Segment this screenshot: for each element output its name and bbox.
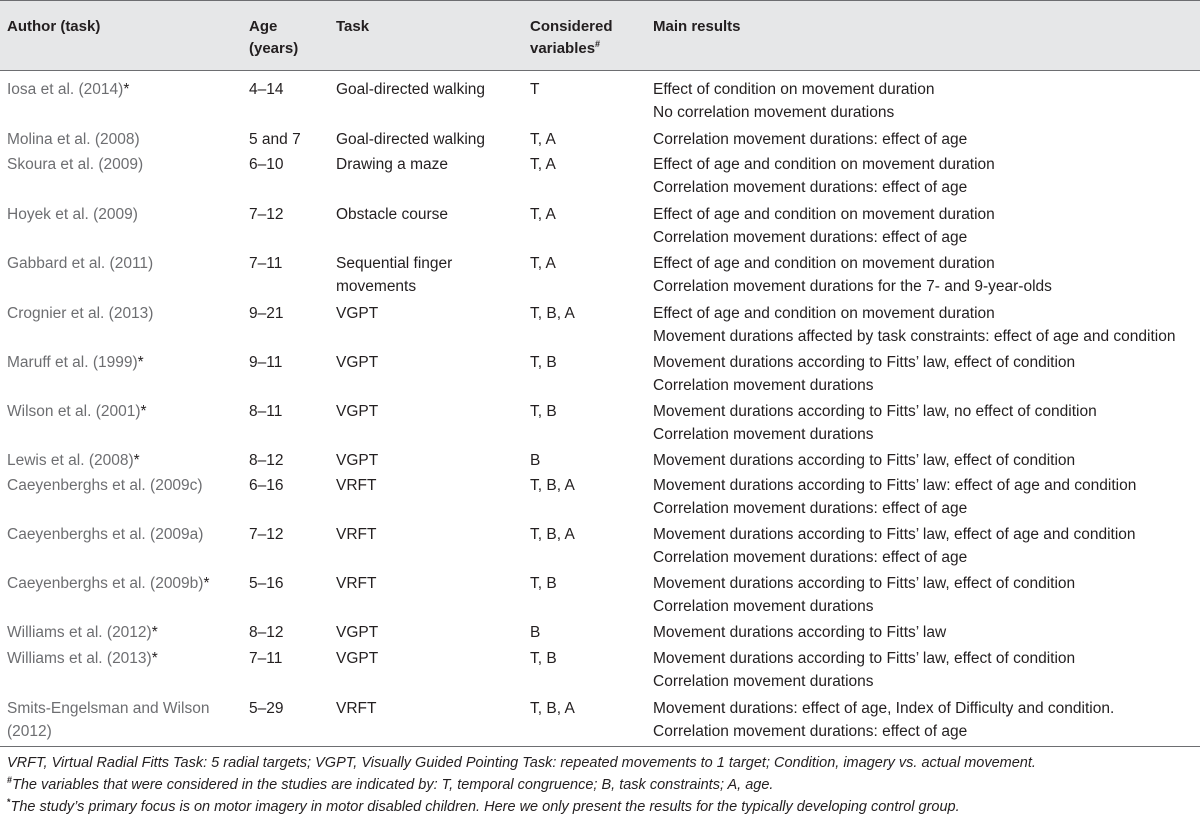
result-line: Correlation movement durations xyxy=(653,598,874,615)
cell-results xyxy=(653,474,1198,520)
header-results: Main results xyxy=(653,18,741,35)
author-name: Iosa et al. (2014) xyxy=(7,81,124,98)
cell-author xyxy=(7,78,242,101)
header-vars xyxy=(530,16,613,60)
author-name: Williams et al. (2013) xyxy=(7,650,152,667)
result-line: Movement durations according to Fitts’ law: effect of age and condition xyxy=(653,477,1137,494)
result-line: Correlation movement durations xyxy=(653,426,874,443)
cell-author xyxy=(7,153,242,176)
cell-variables: T, B xyxy=(530,650,557,667)
cell-age: 8–11 xyxy=(249,403,283,420)
cell-results xyxy=(653,523,1198,569)
cell-age: 9–21 xyxy=(249,305,284,322)
cell-task xyxy=(336,621,516,644)
task-line: VRFT xyxy=(336,700,377,717)
author-name: Lewis et al. (2008) xyxy=(7,452,134,469)
cell-results xyxy=(653,400,1198,446)
result-line: Correlation movement durations: effect of age xyxy=(653,179,968,196)
top-rule xyxy=(0,0,1200,1)
result-line: Correlation movement durations: effect of age xyxy=(653,723,968,740)
result-line: Movement durations according to Fitts’ law, effect of condition xyxy=(653,650,1076,667)
cell-variables: T xyxy=(530,81,540,98)
cell-age: 7–12 xyxy=(249,206,284,223)
author-marker: * xyxy=(123,81,130,98)
cell-variables: T, B, A xyxy=(530,305,575,322)
cell-author xyxy=(7,474,242,497)
cell-variables: T, B, A xyxy=(530,700,575,717)
cell-author xyxy=(7,302,242,325)
cell-results xyxy=(653,449,1198,472)
task-line: VRFT xyxy=(336,477,377,494)
author-marker: * xyxy=(133,452,140,469)
cell-author xyxy=(7,572,242,595)
cell-author xyxy=(7,351,242,374)
cell-age: 5–29 xyxy=(249,700,284,717)
header-age-line1: Age xyxy=(249,18,278,35)
table-notes xyxy=(7,752,1197,818)
author-name: Williams et al. (2012) xyxy=(7,624,152,641)
note-star-text: The study’s primary focus is on motor imagery in motor disabled children. Here we only present the results for the typically developing control group. xyxy=(10,799,960,815)
cell-results xyxy=(653,697,1198,743)
task-line: VGPT xyxy=(336,305,379,322)
task-line: movements xyxy=(336,278,417,295)
cell-results xyxy=(653,252,1198,298)
cell-task xyxy=(336,302,516,325)
note-star xyxy=(7,796,1197,818)
cell-results xyxy=(653,128,1198,151)
note-variables xyxy=(7,774,1197,796)
result-line: Correlation movement durations: effect of age xyxy=(653,131,968,148)
author-marker: * xyxy=(151,650,158,667)
result-line: Correlation movement durations: effect of age xyxy=(653,500,968,517)
task-line: VGPT xyxy=(336,403,379,420)
cell-results xyxy=(653,572,1198,618)
cell-age: 8–12 xyxy=(249,452,284,469)
note-variables-text: The variables that were considered in the studies are indicated by: T, temporal congruence; B, task constraints; A, age. xyxy=(12,777,774,793)
author-marker: * xyxy=(203,575,210,592)
cell-results xyxy=(653,153,1198,199)
cell-variables: T, B xyxy=(530,575,557,592)
cell-task xyxy=(336,572,516,595)
cell-age: 5–16 xyxy=(249,575,284,592)
author-marker: * xyxy=(151,624,158,641)
task-line: VRFT xyxy=(336,575,377,592)
note-star-mark: * xyxy=(7,797,11,807)
result-line: Movement durations according to Fitts’ law, effect of condition xyxy=(653,354,1076,371)
cell-author xyxy=(7,128,242,151)
cell-variables: B xyxy=(530,452,541,469)
cell-results xyxy=(653,203,1198,249)
result-line: Movement durations according to Fitts’ law, effect of condition xyxy=(653,452,1076,469)
cell-task xyxy=(336,400,516,423)
cell-task xyxy=(336,523,516,546)
task-line: Obstacle course xyxy=(336,206,448,223)
cell-age: 7–12 xyxy=(249,526,284,543)
result-line: Effect of age and condition on movement duration xyxy=(653,156,995,173)
cell-author xyxy=(7,697,242,743)
header-age xyxy=(249,16,298,60)
cell-variables: T, A xyxy=(530,156,556,173)
cell-task xyxy=(336,351,516,374)
cell-variables: T, B, A xyxy=(530,526,575,543)
bottom-rule xyxy=(0,746,1200,747)
result-line: Movement durations: effect of age, Index of Difficulty and condition. xyxy=(653,700,1115,717)
cell-results xyxy=(653,78,1198,124)
header-vars-line1: Considered xyxy=(530,18,613,35)
cell-variables: T, A xyxy=(530,206,556,223)
cell-age: 9–11 xyxy=(249,354,283,371)
task-line: VGPT xyxy=(336,354,379,371)
task-line: Drawing a maze xyxy=(336,156,448,173)
result-line: Correlation movement durations for the 7- and 9-year-olds xyxy=(653,278,1052,295)
cell-age: 7–11 xyxy=(249,255,283,272)
author-name: Hoyek et al. (2009) xyxy=(7,206,138,223)
result-line: No correlation movement durations xyxy=(653,104,895,121)
author-name: Maruff et al. (1999) xyxy=(7,354,138,371)
cell-age: 6–10 xyxy=(249,156,284,173)
author-marker: * xyxy=(140,403,147,420)
task-line: VGPT xyxy=(336,452,379,469)
result-line: Correlation movement durations: effect of age xyxy=(653,229,968,246)
author-name: Crognier et al. (2013) xyxy=(7,305,154,322)
cell-age: 7–11 xyxy=(249,650,283,667)
cell-results xyxy=(653,302,1198,348)
cell-variables: T, B, A xyxy=(530,477,575,494)
header-vars-mark: # xyxy=(595,39,601,49)
author-name: Skoura et al. (2009) xyxy=(7,156,144,173)
cell-task xyxy=(336,78,516,101)
header-age-line2: (years) xyxy=(249,40,299,57)
author-name: Gabbard et al. (2011) xyxy=(7,255,154,272)
cell-task xyxy=(336,203,516,226)
author-name: Caeyenberghs et al. (2009c) xyxy=(7,477,203,494)
cell-author xyxy=(7,621,242,644)
header-task: Task xyxy=(336,18,370,35)
cell-author xyxy=(7,647,242,670)
author-name: Caeyenberghs et al. (2009b) xyxy=(7,575,204,592)
result-line: Correlation movement durations: effect of age xyxy=(653,549,968,566)
header-vars-line2-wrap xyxy=(530,38,613,60)
cell-age: 5 and 7 xyxy=(249,131,301,148)
cell-variables: T, A xyxy=(530,255,556,272)
header-vars-line2: variables xyxy=(530,40,596,57)
result-line: Correlation movement durations xyxy=(653,377,874,394)
result-line: Movement durations according to Fitts’ law, effect of condition xyxy=(653,575,1076,592)
task-line: Goal-directed walking xyxy=(336,81,486,98)
cell-variables: B xyxy=(530,624,541,641)
result-line: Movement durations affected by task constraints: effect of age and condition xyxy=(653,328,1176,345)
cell-task xyxy=(336,128,516,151)
result-line: Effect of age and condition on movement duration xyxy=(653,206,995,223)
header-author: Author (task) xyxy=(7,18,101,35)
cell-variables: T, B xyxy=(530,403,557,420)
result-line: Movement durations according to Fitts’ law, no effect of condition xyxy=(653,403,1097,420)
task-line: Sequential finger xyxy=(336,255,453,272)
cell-variables: T, A xyxy=(530,131,556,148)
cell-variables: T, B xyxy=(530,354,557,371)
cell-age: 4–14 xyxy=(249,81,284,98)
cell-author xyxy=(7,449,242,472)
author-name: Molina et al. (2008) xyxy=(7,131,140,148)
note-abbreviations: VRFT, Virtual Radial Fitts Task: 5 radial targets; VGPT, Visually Guided Pointing Task: repeated movements to 1 target; Condition, imagery vs. actual movement. xyxy=(7,755,1036,771)
cell-age: 8–12 xyxy=(249,624,284,641)
cell-task xyxy=(336,252,516,298)
task-line: VRFT xyxy=(336,526,377,543)
cell-results xyxy=(653,351,1198,397)
task-line: VGPT xyxy=(336,650,379,667)
author-name: Caeyenberghs et al. (2009a) xyxy=(7,526,204,543)
result-line: Effect of condition on movement duration xyxy=(653,81,935,98)
cell-author xyxy=(7,252,242,275)
cell-task xyxy=(336,153,516,176)
cell-task xyxy=(336,697,516,720)
task-line: Goal-directed walking xyxy=(336,131,486,148)
author-marker: * xyxy=(137,354,144,371)
cell-results xyxy=(653,621,1198,644)
cell-author xyxy=(7,523,242,546)
cell-results xyxy=(653,647,1198,693)
header-rule xyxy=(0,70,1200,71)
result-line: Effect of age and condition on movement duration xyxy=(653,305,995,322)
author-name: Smits-Engelsman and Wilson (2012) xyxy=(7,700,210,740)
result-line: Movement durations according to Fitts’ law xyxy=(653,624,947,641)
table-header xyxy=(0,0,1200,70)
result-line: Correlation movement durations xyxy=(653,673,874,690)
cell-task xyxy=(336,449,516,472)
note-variables-mark: # xyxy=(7,775,13,785)
author-name: Wilson et al. (2001) xyxy=(7,403,141,420)
result-line: Effect of age and condition on movement duration xyxy=(653,255,995,272)
task-line: VGPT xyxy=(336,624,379,641)
cell-author xyxy=(7,203,242,226)
cell-age: 6–16 xyxy=(249,477,284,494)
cell-task xyxy=(336,647,516,670)
result-line: Movement durations according to Fitts’ law, effect of age and condition xyxy=(653,526,1136,543)
cell-author xyxy=(7,400,242,423)
cell-task xyxy=(336,474,516,497)
